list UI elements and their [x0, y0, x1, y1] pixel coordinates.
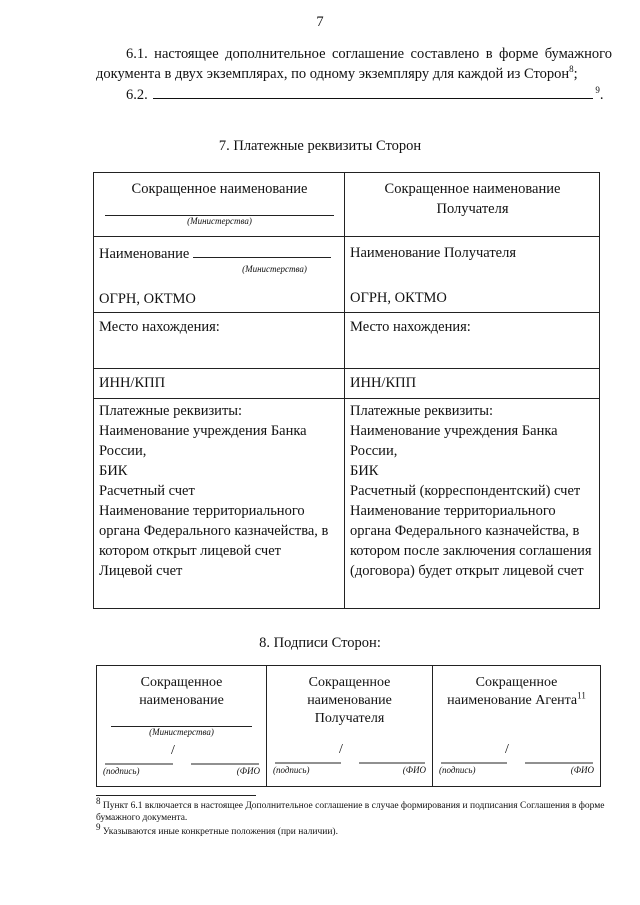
footnote-ref-11: 11 [577, 690, 586, 701]
section-7-heading: 7. Платежные реквизиты Сторон [218, 138, 422, 154]
paragraph-6-1-end: ; [573, 66, 578, 82]
signature-slash: / [171, 743, 175, 758]
right-payment-cell [345, 399, 600, 609]
left-location-cell [94, 313, 345, 369]
signature-slash: / [505, 742, 509, 757]
recipient-signature-line [271, 743, 428, 765]
right-location: Место нахождения: [350, 319, 471, 335]
right-short-name: Сокращенное наименование Получателя [384, 181, 561, 217]
left-short-name-line [105, 207, 334, 216]
left-payment-line: Расчетный счет [99, 483, 195, 499]
ministry-name-line [111, 720, 252, 727]
fio-hint: (ФИО [236, 766, 260, 776]
footnote-9-number: 9 [96, 821, 101, 832]
signature-cell-agent [433, 666, 601, 787]
right-payment-line: Наименование учреждения Банка России, [350, 423, 558, 459]
right-inn: ИНН/КПП [350, 375, 417, 391]
name-row [94, 237, 600, 313]
left-payment-line: Наименование территориального органа Федерального казначейства, в котором открыт лицевой счет [99, 503, 329, 559]
fio-hint: (ФИО [570, 765, 594, 775]
right-payment-line: Платежные реквизиты: [350, 403, 494, 419]
left-short-name-hint: (Министерства) [187, 216, 252, 226]
ministry-name-hint: (Министерства) [149, 727, 214, 737]
left-name-cell [94, 237, 345, 313]
left-inn: ИНН/КПП [99, 375, 166, 391]
footnote-8-text: Пункт 6.1 включается в настоящее Дополнительное соглашение в случае формирования и подписания Соглашения в форме бумажного документа. [96, 801, 605, 823]
left-location: Место нахождения: [99, 319, 220, 335]
agent-signature-line [437, 743, 596, 765]
signature-line-graphic [271, 743, 429, 765]
left-payment-line: Наименование учреждения Банка России, [99, 423, 307, 459]
payment-details-table [93, 172, 600, 609]
fio-hint: (ФИО [402, 765, 426, 775]
right-name-cell [345, 237, 600, 313]
right-payment-line: БИК [350, 463, 379, 479]
signature-cell-recipient [267, 666, 433, 787]
left-inn-cell [94, 369, 345, 399]
footnote-8 [96, 795, 612, 824]
footnote-separator [96, 795, 256, 796]
agent-short-name-text: Сокращенное наименование Агента [447, 675, 578, 708]
right-name-label: Наименование Получателя [350, 245, 517, 261]
left-name-hint: (Министерства) [242, 264, 307, 274]
footnote-8-number: 8 [96, 795, 101, 806]
left-payment-line: БИК [99, 463, 128, 479]
left-name-label: Наименование [99, 246, 190, 262]
footnote-9-text: Указываются иные конкретные положения (при наличии). [102, 827, 338, 837]
signature-cell-ministry [97, 666, 267, 787]
left-short-name: Сокращенное наименование [131, 181, 308, 197]
location-row [94, 313, 600, 369]
short-name-row [94, 173, 600, 237]
signature-hint: (подпись) [439, 765, 476, 775]
ministry-signature-line [101, 744, 262, 766]
footnote-ref-8: 8 [569, 64, 574, 75]
right-ogrn: ОГРН, ОКТМО [350, 290, 447, 306]
right-location-cell [345, 313, 600, 369]
left-short-name-cell [94, 173, 345, 237]
left-name-line [193, 243, 331, 258]
left-ogrn: ОГРН, ОКТМО [99, 291, 196, 307]
ministry-short-name: Сокращенное наименование [139, 675, 224, 708]
recipient-signature-hints [271, 765, 428, 776]
left-payment-line: Платежные реквизиты: [99, 403, 243, 419]
right-short-name-cell [345, 173, 600, 237]
footnote-9 [96, 821, 612, 838]
recipient-short-name: Сокращенное наименование Получателя [307, 675, 392, 726]
payment-row [94, 399, 600, 609]
right-payment-line: Расчетный (корреспондентский) счет [350, 483, 581, 499]
paragraph-6-2-blank-line [153, 84, 593, 99]
right-payment-line: Наименование территориального органа Федерального казначейства, в котором после заключения соглашения (договора) будет открыт лицевой счет [350, 503, 592, 579]
signature-hint: (подпись) [273, 765, 310, 775]
signatures-row [97, 666, 601, 787]
paragraph-6-2-end: . [599, 87, 604, 103]
ministry-signature-hints [101, 766, 262, 777]
signatures-table [96, 665, 601, 787]
paragraph-6-1 [96, 44, 612, 84]
footnote-ref-9: 9 [595, 85, 600, 96]
left-payment-cell [94, 399, 345, 609]
agent-signature-hints [437, 765, 596, 776]
signature-slash: / [339, 742, 343, 757]
signature-line-graphic [437, 743, 597, 765]
section-8-heading: 8. Подписи Сторон: [259, 635, 381, 651]
signature-hint: (подпись) [103, 766, 140, 776]
paragraph-6-1-text: 6.1. настоящее дополнительное соглашение составлено в форме бумажного документа в двух экземплярах, по одному экземпляру для каждой из Сторон [96, 46, 612, 82]
paragraph-6-2 [96, 84, 612, 105]
page-number: 7 [316, 14, 324, 30]
section-6-paragraphs [96, 44, 612, 105]
paragraph-6-2-label: 6.2. [126, 87, 148, 103]
right-inn-cell [345, 369, 600, 399]
signature-line-graphic [101, 744, 263, 766]
left-payment-line: Лицевой счет [99, 563, 183, 579]
footnotes [96, 795, 612, 840]
agent-short-name [437, 674, 596, 737]
inn-row [94, 369, 600, 399]
